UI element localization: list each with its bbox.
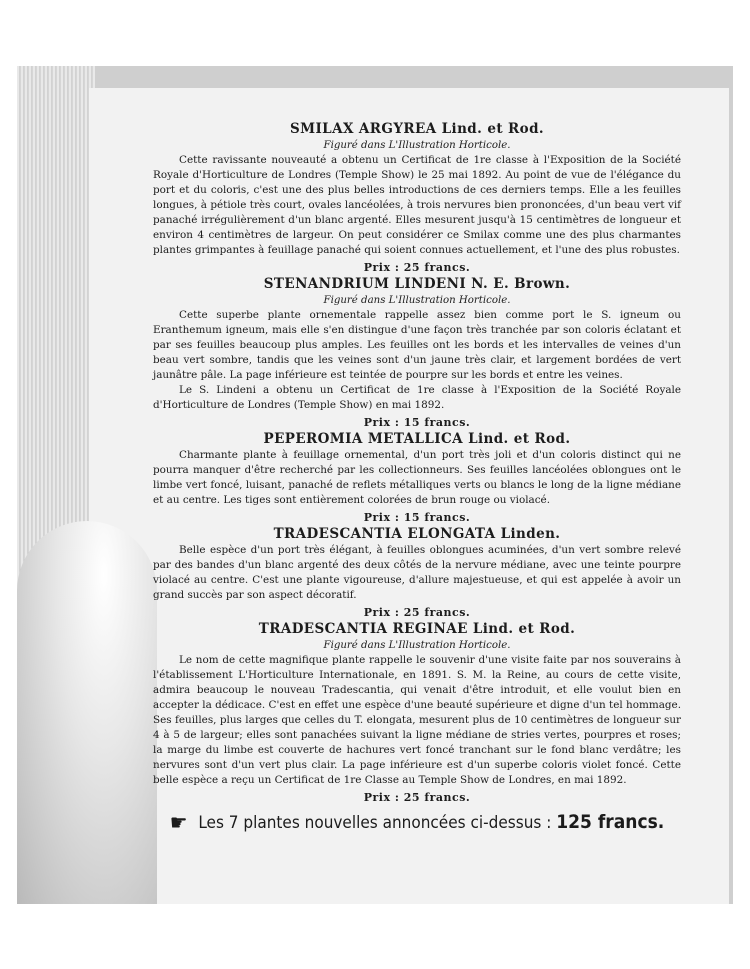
entry-description: Cette superbe plante ornementale rappelle assez bien comme port le S. igneum ou Eranthemum igneum, mais elle s'en distingue d'une façon très tranchée par son coloris éclatant et par ses feuilles beaucoup plus amples. Les feuilles ont les bords et les intervalles de veines d'un beau vert sombre, tandis que les veines sont d'un jaune très clair, et largement bordées de vert jaunâtre pâle. La page inférieure est teintée de pourpre sur les bords et entre les veines.: [153, 309, 681, 381]
catalog-text: [153, 121, 681, 835]
entry-tradescantia-elongata: [153, 526, 681, 620]
entry-title: TRADESCANTIA ELONGATA Linden.: [273, 526, 561, 542]
entry-description: Le nom de cette magnifique plante rappelle le souvenir d'une visite faite par nos souverains à l'établissement L'Horticulture Internationale, en 1891. S. M. la Reine, au cours de cette visite, admira beaucoup le nouveau Tradescantia, qui venait d'être introduit, et elle voulut bien en accepter la dédicace. C'est en effet une espèce d'une beauté supérieure et digne d'un tel hommage. Ses feuilles, plus larges que celles du T. elongata, mesurent plus de 10 centimètres de longueur sur 4 à 5 de largeur; elles sont panachées suivant la ligne médiane de stries vertes, pourpres et roses; la marge du limbe est couverte de hachures vert foncé tranchant sur le fond blanc verdâtre; les nervures sont d'un vert plus clair. La page inférieure est d'un superbe coloris violet foncé. Cette belle espèce a reçu un Certificat de 1re Classe au Temple Show de Londres, en mai 1892.: [153, 654, 681, 786]
total-line: [153, 811, 681, 835]
entry-subtitle: Figuré dans L'Illustration Horticole.: [323, 295, 511, 306]
entry-price: Prix : 15 francs.: [363, 416, 471, 429]
pointing-hand-icon: ☛: [169, 811, 188, 836]
entry-description: Le S. Lindeni a obtenu un Certificat de 1re classe à l'Exposition de la Société Royale d'Horticulture de Londres (Temple Show) en mai 1892.: [153, 384, 681, 411]
total-text: Les 7 plantes nouvelles annoncées ci-dessus :: [198, 813, 552, 833]
entry-price: Prix : 25 francs.: [363, 261, 471, 274]
entry-title: SMILAX ARGYREA Lind. et Rod.: [289, 121, 545, 137]
entry-smilax: [153, 121, 681, 275]
entry-description: Charmante plante à feuillage ornemental, d'un port très joli et d'un coloris distinct qui ne pourra manquer d'être recherché par les collectionneurs. Ses feuilles lancéolées oblongues ont le limbe vert foncé, luisant, panaché de reflets métalliques verts ou blancs le long de la ligne médiane et au centre. Les tiges sont entièrement colorées de brun rouge ou violacé.: [153, 449, 681, 506]
entry-title: PEPEROMIA METALLICA Lind. et Rod.: [263, 431, 571, 447]
entry-subtitle: Figuré dans L'Illustration Horticole.: [323, 140, 511, 151]
entry-price: Prix : 15 francs.: [363, 511, 471, 524]
entry-description: Belle espèce d'un port très élégant, à feuilles oblongues acuminées, d'un vert sombre relevé par des bandes d'un blanc argenté des deux côtés de la nervure médiane, avec une teinte pourpre violacé au centre. C'est une plante vigoureuse, d'allure majestueuse, et qui est appelée à avoir un grand succès par son aspect décoratif.: [153, 544, 681, 601]
entry-peperomia: [153, 431, 681, 525]
entry-title: TRADESCANTIA REGINAE Lind. et Rod.: [258, 621, 576, 637]
entry-description: Cette ravissante nouveauté a obtenu un Certificat de 1re classe à l'Exposition de la Société Royale d'Horticulture de Londres (Temple Show) le 25 mai 1892. Au point de vue de l'élégance du port et du coloris, c'est une des plus belles introductions de ces derniers temps. Elle a les feuilles longues, à pétiole très court, ovales lancéolées, à trois nervures bien prononcées, d'un beau vert vif panaché irrégulièrement d'un blanc argenté. Elles mesurent jusqu'à 15 centimètres de longueur et environ 4 centimètres de largeur. On peut considérer ce Smilax comme une des plus charmantes plantes grimpantes à feuillage panaché qui soient connues actuellement, et l'une des plus robustes.: [153, 154, 681, 256]
entry-tradescantia-reginae: [153, 621, 681, 805]
entry-price: Prix : 25 francs.: [363, 791, 471, 804]
entry-title: STENANDRIUM LINDENI N. E. Brown.: [263, 276, 571, 292]
entry-subtitle: Figuré dans L'Illustration Horticole.: [323, 640, 511, 651]
total-amount: 125 francs.: [556, 811, 665, 833]
entry-price: Prix : 25 francs.: [363, 606, 471, 619]
entry-stenandrium: [153, 276, 681, 430]
thumb: [17, 521, 157, 904]
